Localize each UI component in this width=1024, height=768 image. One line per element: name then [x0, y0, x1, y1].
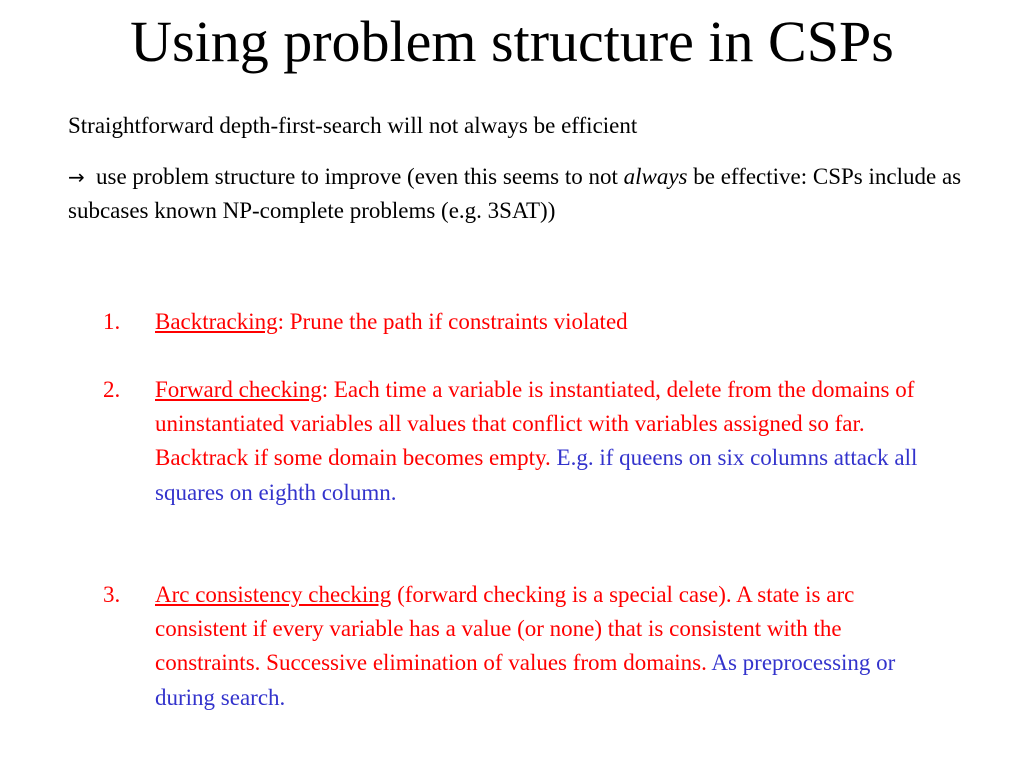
intro-line-2-text-before: use problem structure to improve (even this seems to not [96, 164, 624, 189]
item-term-forward-checking: Forward checking [155, 377, 322, 402]
list-item-forward-checking [103, 373, 943, 510]
intro-line-1: Straightforward depth-first-search will not always be efficient [68, 113, 638, 138]
list-item-arc-consistency [103, 578, 943, 715]
item-body [155, 373, 943, 510]
item-text: (forward checking is a special case). A state is arc consistent if every variable has a value (or none) that is consistent with the constraints. Successive elimination of values from domains. [155, 582, 855, 676]
right-arrow-icon: → [68, 165, 85, 189]
item-body [155, 578, 943, 715]
item-text: : Prune the path if constraints violated [277, 309, 628, 334]
item-text: : Each time a variable is instantiated, delete from the domains of uninstantiated variables all values that conflict with variables assigned so far. Backtrack if some domain becomes empty. [155, 377, 915, 471]
list-item-backtracking [103, 305, 943, 339]
item-number: 2. [103, 377, 121, 402]
intro-line-2-emphasis: always [623, 164, 688, 189]
item-number: 1. [103, 309, 121, 334]
item-term-backtracking: Backtracking [155, 309, 278, 334]
item-term-arc-consistency: Arc consistency checking [155, 582, 392, 607]
intro-line-2 [68, 160, 998, 228]
slide-title: Using problem structure in CSPs [130, 9, 894, 74]
item-example: E.g. if queens on six columns attack all squares on eighth column. [155, 445, 918, 505]
intro-line-2-text-after: be effective: CSPs include as subcases known NP-complete problems (e.g. 3SAT)) [68, 164, 962, 223]
item-number: 3. [103, 582, 121, 607]
item-body [155, 305, 943, 339]
item-note: As preprocessing or during search. [155, 650, 896, 710]
